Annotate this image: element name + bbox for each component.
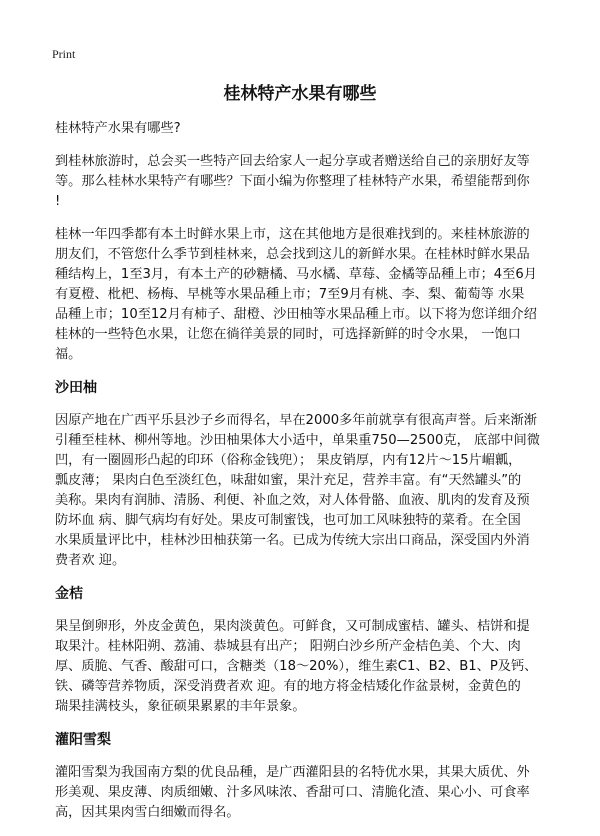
text-line: 形美观、果皮薄、肉质细嫩、汁多风味浓、香甜可口、清脆化渣、果心小、可食率 <box>55 785 530 800</box>
text-line: 高，因其果肉雪白细嫩而得名。 <box>55 805 240 820</box>
text-line: 铁、磷等营养物质，深受消费者欢 迎。有的地方将金桔矮化作盆景树，金黄色的 <box>55 679 521 694</box>
text-line: 灌阳雪梨为我国南方梨的优良品種，是广西灌阳县的名特优水果，其果大质优、外 <box>55 765 530 780</box>
print-label: Print <box>52 47 76 61</box>
section-heading: 金桔 <box>55 586 83 602</box>
text-line: 防坏血 病、脚气病均有好处。果皮可制蜜饯，也可加工风味独特的菜肴。在全国 <box>55 513 521 528</box>
paragraph <box>55 411 555 571</box>
paragraph <box>55 119 555 139</box>
paragraph <box>55 225 555 365</box>
section-heading: 灌阳雪梨 <box>55 732 111 748</box>
text-line: 桂林一年四季都有本土时鲜水果上市，这在其他地方是很难找到的。来桂林旅游的 <box>55 227 530 242</box>
text-line: 因原产地在广西平乐县沙子乡而得名，早在2000多年前就享有很高声誉。后来渐渐 <box>55 413 537 428</box>
text-line: 水果质量评比中，桂林沙田柚获第一名。已成为传统大宗出口商品，深受国内外消 <box>55 533 530 548</box>
article-body <box>55 119 555 836</box>
text-line: 果呈倒卵形，外皮金黄色，果肉淡黄色。可鲜食，又可制成蜜桔、罐头、桔饼和提 <box>55 619 530 634</box>
text-line: 福。 <box>55 347 82 362</box>
text-line: 朋友们，不管您什么季节到桂林来，总会找到这儿的新鲜水果。在桂林时鲜水果品 <box>55 247 530 262</box>
text-line: 到桂林旅游时，总会买一些特产回去给家人一起分享或者赠送给自己的亲朋好友等 <box>55 154 530 169</box>
paragraph <box>55 152 555 212</box>
text-line: 桂林特产水果有哪些? <box>55 121 181 136</box>
text-line: 厚、质脆、气香、酸甜可口，含糖类（18～20%），维生素C1、B2、B1、P及钙、 <box>55 659 538 674</box>
text-line: ! <box>55 194 61 209</box>
text-line: 美称。果肉有润肺、清肠、利便、补血之效，对人体骨骼、血液、肌肉的发育及预 <box>55 493 530 508</box>
text-line: 费者欢 迎。 <box>55 553 126 568</box>
text-line: 取果汁。桂林阳朔、荔浦、恭城县有出产； 阳朔白沙乡所产金桔色美、个大、肉 <box>55 639 521 654</box>
text-line: 凹，有一圈圆形凸起的印环（俗称金钱兜）； 果皮销厚，内有12片～15片嵋瓤， <box>55 453 522 468</box>
text-line: 瓢皮薄； 果肉白色至淡红色，味甜如蜜，果汁充足，营养丰富。有“天然罐头”的 <box>55 473 522 488</box>
text-line: 品種上市；10至12月有柿子、甜橙、沙田柚等水果品種上市。以下将为您详细介绍 <box>55 307 537 322</box>
page-title: 桂林特产水果有哪些 <box>223 84 377 104</box>
section-heading: 沙田柚 <box>55 380 97 396</box>
text-line: 種结构上，1至3月，有本土产的砂糖橘、马水橘、草莓、金橘等品種上市；4至6月 <box>55 267 537 282</box>
text-line: 等。那么桂林水果特产有哪些？下面小编为你整理了桂林特产水果，希望能帮到你 <box>55 174 530 189</box>
paragraph <box>55 617 555 717</box>
text-line: 引種至桂林、柳州等地。沙田柚果体大小适中，单果重750—2500克， 底部中间微 <box>55 433 540 448</box>
text-line: 瑞果挂满枝头，象征硕果累累的丰年景象。 <box>55 699 306 714</box>
paragraph <box>55 763 555 823</box>
text-line: 有夏橙、枇杷、杨梅、早桃等水果品種上市；7至9月有桃、李、梨、葡萄等 水果 <box>55 287 525 302</box>
text-line: 桂林的一些特色水果，让您在徜徉美景的同时，可选择新鲜的时令水果， 一饱口 <box>55 327 521 342</box>
